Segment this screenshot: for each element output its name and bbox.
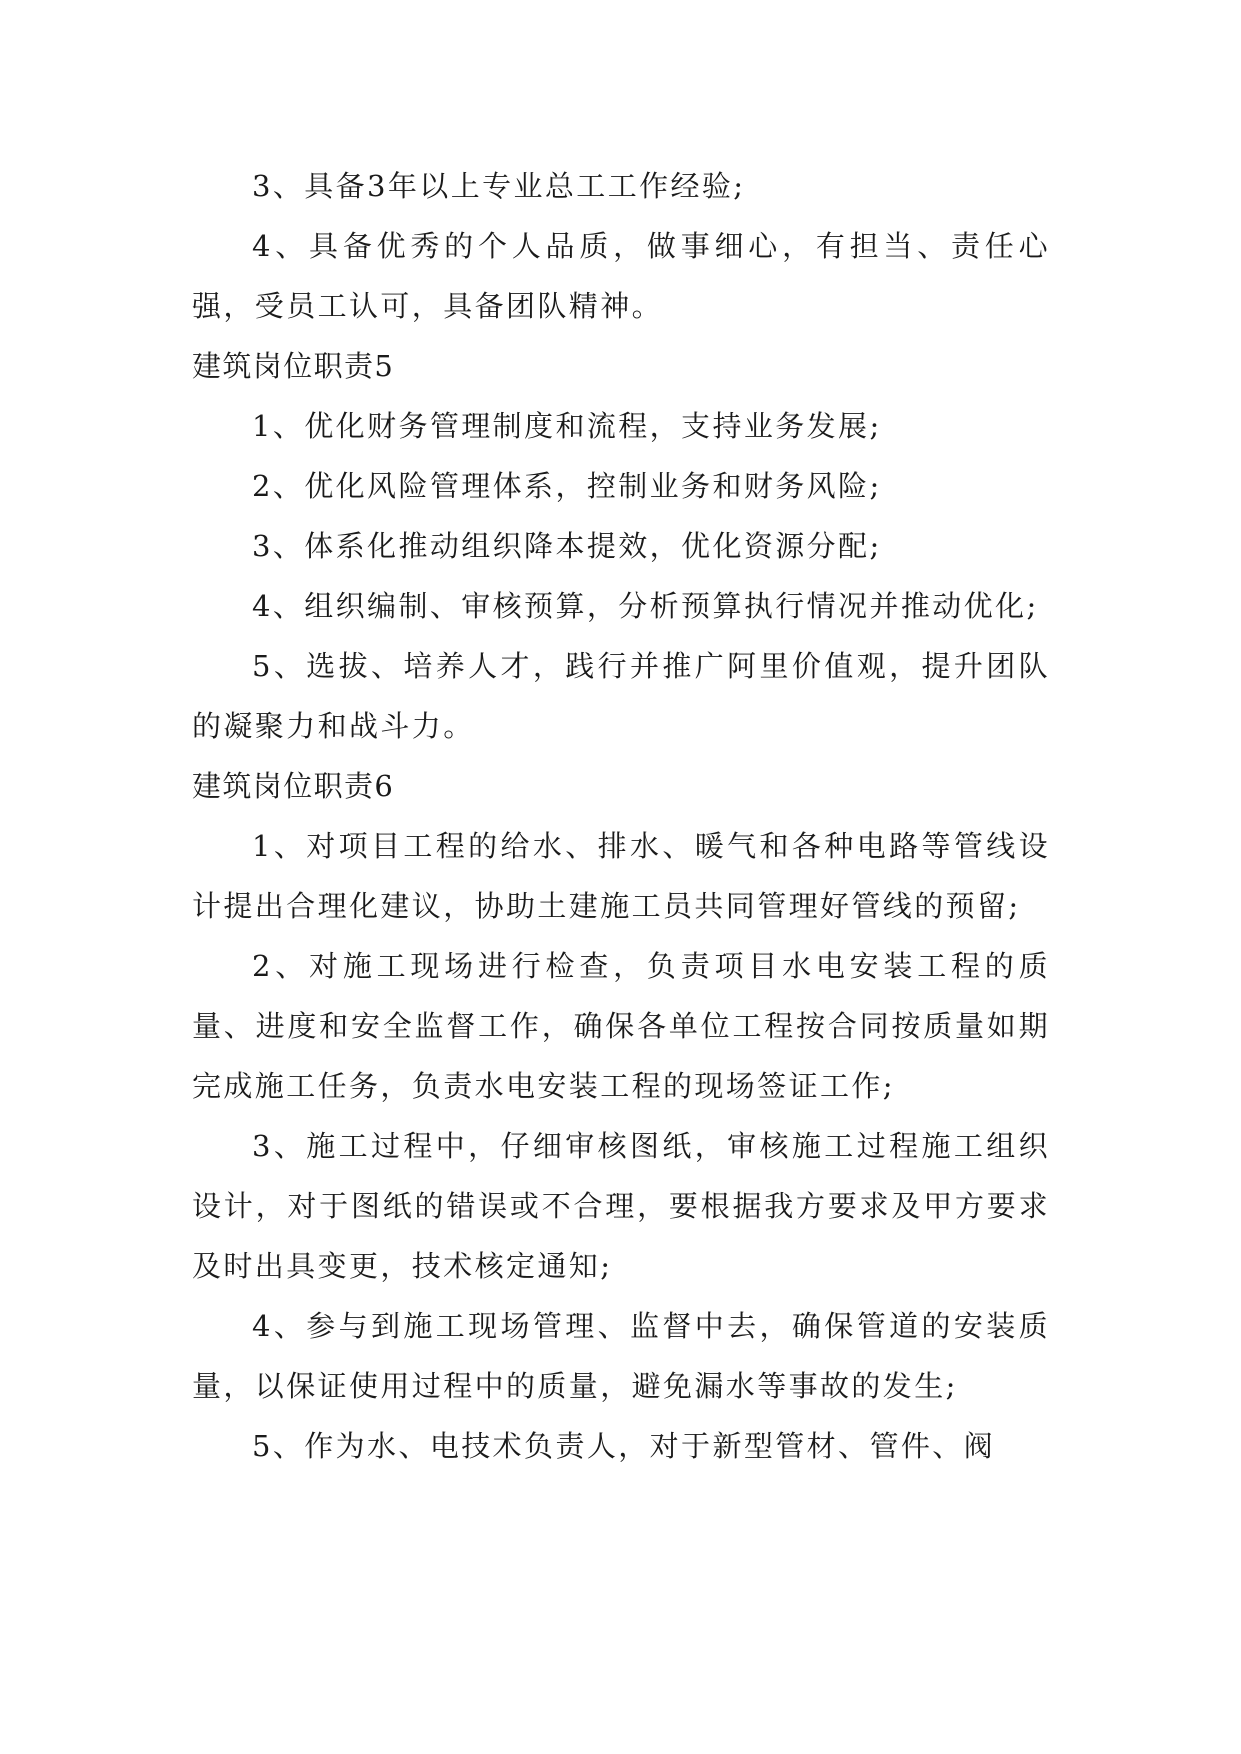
document-body [192,156,1050,1476]
paragraph-duty-6-2: 2、对施工现场进行检查，负责项目水电安装工程的质量、进度和安全监督工作，确保各单位工程按合同按质量如期完成施工任务，负责水电安装工程的现场签证工作; [192,949,1050,1103]
paragraph-duty-5-3: 3、体系化推动组织降本提效，优化资源分配; [252,529,882,563]
paragraph-duty-6-1: 1、对项目工程的给水、排水、暖气和各种电路等管线设计提出合理化建议，协助土建施工员共同管理好管线的预留; [192,829,1050,923]
paragraph-duty-5-1: 1、优化财务管理制度和流程，支持业务发展; [252,409,882,443]
paragraph-requirement-4: 4、具备优秀的个人品质，做事细心，有担当、责任心强，受员工认可，具备团队精神。 [192,229,1050,323]
paragraph-duty-5-4: 4、组织编制、审核预算，分析预算执行情况并推动优化; [252,589,1039,623]
paragraph-duty-6-4: 4、参与到施工现场管理、监督中去，确保管道的安装质量，以保证使用过程中的质量，避免漏水等事故的发生; [192,1309,1050,1403]
section-heading-5: 建筑岗位职责5 [192,349,395,383]
paragraph-duty-5-2: 2、优化风险管理体系，控制业务和财务风险; [252,469,882,503]
paragraph-duty-5-5: 5、选拔、培养人才，践行并推广阿里价值观，提升团队的凝聚力和战斗力。 [192,649,1050,743]
paragraph-duty-6-3: 3、施工过程中，仔细审核图纸，审核施工过程施工组织设计，对于图纸的错误或不合理，要根据我方要求及甲方要求及时出具变更，技术核定通知; [192,1129,1050,1283]
paragraph-requirement-3: 3、具备3年以上专业总工工作经验; [252,169,746,203]
paragraph-duty-6-5: 5、作为水、电技术负责人，对于新型管材、管件、阀 [252,1429,996,1463]
section-heading-6: 建筑岗位职责6 [192,769,395,803]
